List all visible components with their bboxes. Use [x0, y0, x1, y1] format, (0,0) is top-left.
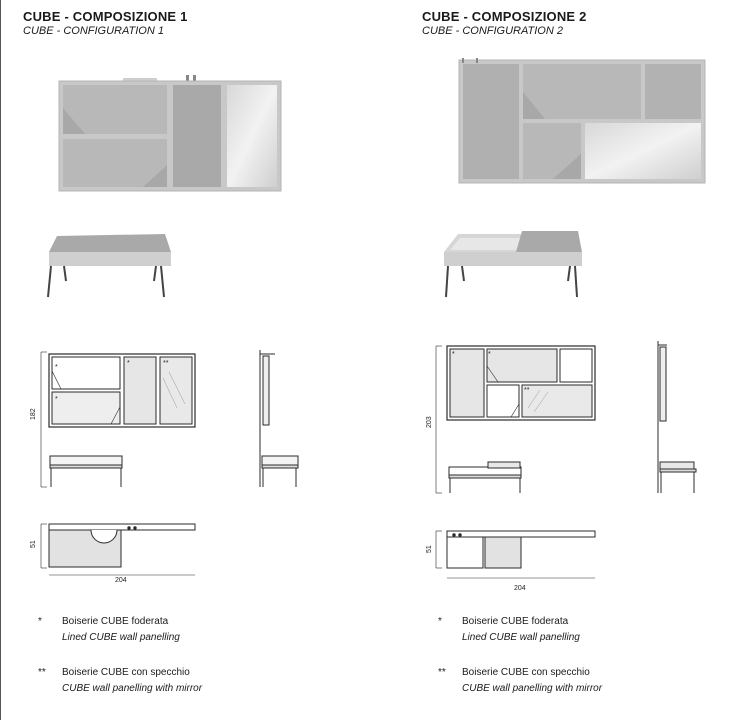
- bench-render: [48, 234, 171, 297]
- width-dimension: 204: [514, 585, 526, 592]
- legend-text-it: Boiserie CUBE foderata: [462, 616, 569, 627]
- composition-1: [23, 0, 353, 720]
- legend-mark: **: [38, 667, 46, 678]
- legend-mark: *: [438, 616, 442, 627]
- wall-panel-render: [59, 75, 281, 191]
- legend-lined: [38, 614, 180, 646]
- wall-panel-render: [459, 58, 705, 183]
- side-elevation: [658, 341, 696, 493]
- lined-marker: *: [55, 396, 58, 403]
- depth-dimension: 51: [426, 545, 433, 553]
- front-elevation: [436, 346, 595, 493]
- legend-mirror: [38, 665, 203, 697]
- legend-text-en: CUBE wall panelling with mirror: [62, 683, 203, 694]
- legend-text-en: Lined CUBE wall panelling: [462, 632, 580, 643]
- composition-1-drawings: [23, 0, 353, 720]
- composition-2-drawings: [422, 0, 732, 720]
- legend-text-it: Boiserie CUBE foderata: [62, 616, 169, 627]
- height-dimension: 203: [426, 416, 433, 428]
- lined-marker: *: [488, 351, 491, 358]
- legend-mark: *: [38, 616, 42, 627]
- lined-marker: *: [452, 351, 455, 358]
- composition-title: CUBE - COMPOSIZIONE 2: [422, 9, 587, 24]
- page-edge: [0, 0, 1, 720]
- bench-render: [444, 231, 582, 297]
- legend-text-en: CUBE wall panelling with mirror: [462, 683, 603, 694]
- height-dimension: 182: [30, 408, 37, 420]
- legend-text-it: Boiserie CUBE con specchio: [462, 667, 590, 678]
- width-dimension: 204: [115, 577, 127, 584]
- legend-mark: **: [438, 667, 446, 678]
- mirror-marker: **: [524, 387, 530, 394]
- composition-subtitle: CUBE - CONFIGURATION 1: [23, 25, 164, 37]
- composition-title: CUBE - COMPOSIZIONE 1: [23, 9, 188, 24]
- legend-lined: [438, 614, 580, 646]
- composition-subtitle: CUBE - CONFIGURATION 2: [422, 25, 563, 37]
- lined-marker: *: [127, 360, 130, 367]
- side-elevation: [260, 350, 298, 487]
- legend-text-it: Boiserie CUBE con specchio: [62, 667, 190, 678]
- plan-view: [436, 531, 595, 578]
- plan-view: [41, 524, 195, 575]
- legend-text-en: Lined CUBE wall panelling: [62, 632, 180, 643]
- legend-mirror: [438, 665, 603, 697]
- front-elevation: [41, 352, 195, 487]
- lined-marker: *: [55, 364, 58, 371]
- depth-dimension: 51: [30, 540, 37, 548]
- composition-2: [422, 0, 732, 720]
- mirror-marker: **: [163, 360, 169, 367]
